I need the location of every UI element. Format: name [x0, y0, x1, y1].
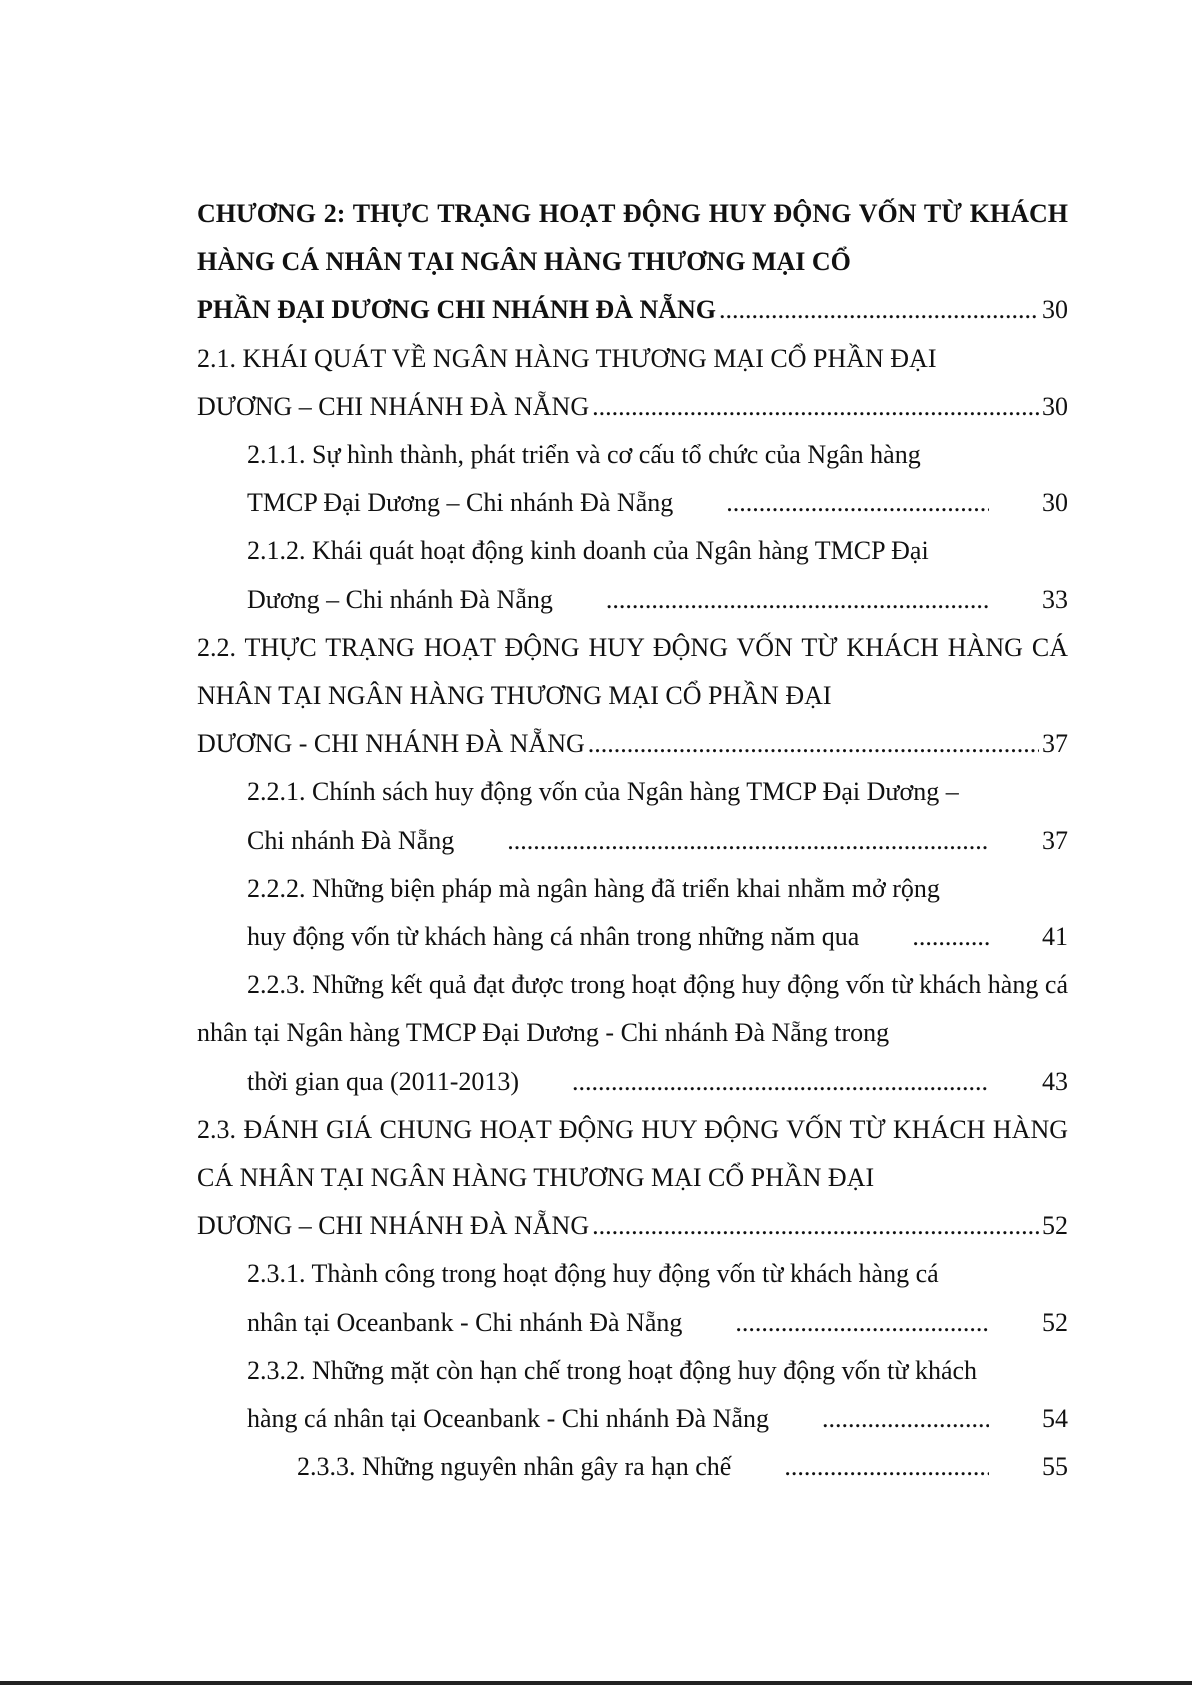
toc-entry-chuong-2[interactable]	[197, 190, 1068, 335]
toc-entry-2-1-1[interactable]	[197, 431, 1068, 527]
toc-entry-2-2-1[interactable]	[197, 768, 1068, 864]
toc-entry-2-3-3[interactable]	[197, 1443, 1068, 1491]
toc-entry-2-3-2[interactable]	[197, 1347, 1068, 1443]
toc-entry-last-line: DƯƠNG - CHI NHÁNH ĐÀ NẴNG	[197, 729, 585, 759]
toc-entry-last-line: huy động vốn từ khách hàng cá nhân trong những năm qua	[247, 922, 860, 952]
toc-entry-last-line: Dương – Chi nhánh Đà Nẵng	[247, 584, 553, 614]
toc-entry-lead: 2.2.2. Những biện pháp mà ngân hàng đã triển khai nhằm mở rộng	[247, 873, 940, 903]
toc-entry-lead: 2.1.1. Sự hình thành, phát triển và cơ cấu tổ chức của Ngân hàng	[247, 440, 921, 470]
toc-entry-lead: 2.2.3. Những kết quả đạt được trong hoạt động huy động vốn từ khách hàng cá nhân tại Ngân hàng TMCP Đại Dương - Chi nhánh Đà Nẵng trong	[197, 970, 1068, 1048]
toc-entry-2-2-2[interactable]	[197, 865, 1068, 961]
page-number: 37	[1042, 729, 1068, 759]
toc-entry-last-line: Chi nhánh Đà Nẵng	[247, 825, 455, 855]
page-number: 37	[1042, 825, 1068, 855]
toc-entry-last-line: nhân tại Oceanbank - Chi nhánh Đà Nẵng	[247, 1307, 683, 1337]
toc-entry-2-1[interactable]	[197, 335, 1068, 431]
dot-leader	[588, 720, 1039, 768]
toc-entry-last-line: 2.3.3. Những nguyên nhân gây ra hạn chế	[297, 1452, 732, 1482]
toc-entry-lead: 2.2.1. Chính sách huy động vốn của Ngân hàng TMCP Đại Dương –	[247, 777, 959, 807]
toc-entry-lead: CHƯƠNG 2: THỰC TRẠNG HOẠT ĐỘNG HUY ĐỘNG VỐN TỪ KHÁCH HÀNG CÁ NHÂN TẠI NGÂN HÀNG THƯƠNG MẠI CỔ	[197, 199, 1068, 277]
toc-entry-2-2-3[interactable]	[197, 961, 1068, 1106]
toc-entry-lead: 2.1. KHÁI QUÁT VỀ NGÂN HÀNG THƯƠNG MẠI CỔ PHẦN ĐẠI	[197, 343, 937, 373]
dot-leader	[719, 286, 1039, 334]
toc-entry-lead: 2.1.2. Khái quát hoạt động kinh doanh của Ngân hàng TMCP Đại	[247, 536, 929, 566]
page-number: 41	[1042, 922, 1068, 952]
dot-leader	[734, 1443, 989, 1491]
dot-leader	[522, 1058, 989, 1106]
dot-leader	[592, 1202, 1039, 1250]
dot-leader	[685, 1299, 989, 1347]
toc-entry-lead: 2.3.2. Những mặt còn hạn chế trong hoạt động huy động vốn từ khách	[247, 1355, 978, 1385]
page-number: 55	[1042, 1452, 1068, 1482]
toc-entry-2-3-1[interactable]	[197, 1250, 1068, 1346]
dot-leader	[772, 1395, 989, 1443]
page-number: 30	[1042, 488, 1068, 518]
toc-entry-last-line: hàng cá nhân tại Oceanbank - Chi nhánh Đà Nẵng	[247, 1404, 769, 1434]
toc-entry-lead: 2.2. THỰC TRẠNG HOẠT ĐỘNG HUY ĐỘNG VỐN TỪ KHÁCH HÀNG CÁ NHÂN TẠI NGÂN HÀNG THƯƠNG MẠI CỔ PHẦN ĐẠI	[197, 632, 1068, 711]
toc-entry-2-1-2[interactable]	[197, 527, 1068, 623]
toc-entry-lead: 2.3. ĐÁNH GIÁ CHUNG HOẠT ĐỘNG HUY ĐỘNG VỐN TỪ KHÁCH HÀNG CÁ NHÂN TẠI NGÂN HÀNG THƯƠNG MẠI CỔ PHẦN ĐẠI	[197, 1114, 1068, 1193]
page-number: 30	[1042, 295, 1068, 325]
page-number: 33	[1042, 584, 1068, 614]
toc-entry-2-2[interactable]	[197, 624, 1068, 769]
page-number: 43	[1042, 1066, 1068, 1096]
toc-entry-last-line: thời gian qua (2011-2013)	[247, 1066, 520, 1096]
toc-entry-last-line: PHẦN ĐẠI DƯƠNG CHI NHÁNH ĐÀ NẴNG	[197, 295, 717, 325]
dot-leader	[676, 479, 989, 527]
toc-entry-lead: 2.3.1. Thành công trong hoạt động huy động vốn từ khách hàng cá	[247, 1259, 939, 1289]
page-number: 52	[1042, 1211, 1068, 1241]
table-of-contents	[197, 190, 1068, 1491]
toc-entry-last-line: TMCP Đại Dương – Chi nhánh Đà Nẵng	[247, 488, 674, 518]
dot-leader	[457, 817, 989, 865]
page-number: 30	[1042, 391, 1068, 421]
toc-entry-last-line: DƯƠNG – CHI NHÁNH ĐÀ NẴNG	[197, 391, 590, 421]
page-bottom-border	[0, 1681, 1192, 1685]
page-number: 54	[1042, 1404, 1068, 1434]
dot-leader	[556, 576, 989, 624]
page-number: 52	[1042, 1307, 1068, 1337]
dot-leader	[592, 383, 1039, 431]
toc-entry-last-line: DƯƠNG – CHI NHÁNH ĐÀ NẴNG	[197, 1211, 590, 1241]
dot-leader	[862, 913, 989, 961]
toc-entry-2-3[interactable]	[197, 1106, 1068, 1251]
